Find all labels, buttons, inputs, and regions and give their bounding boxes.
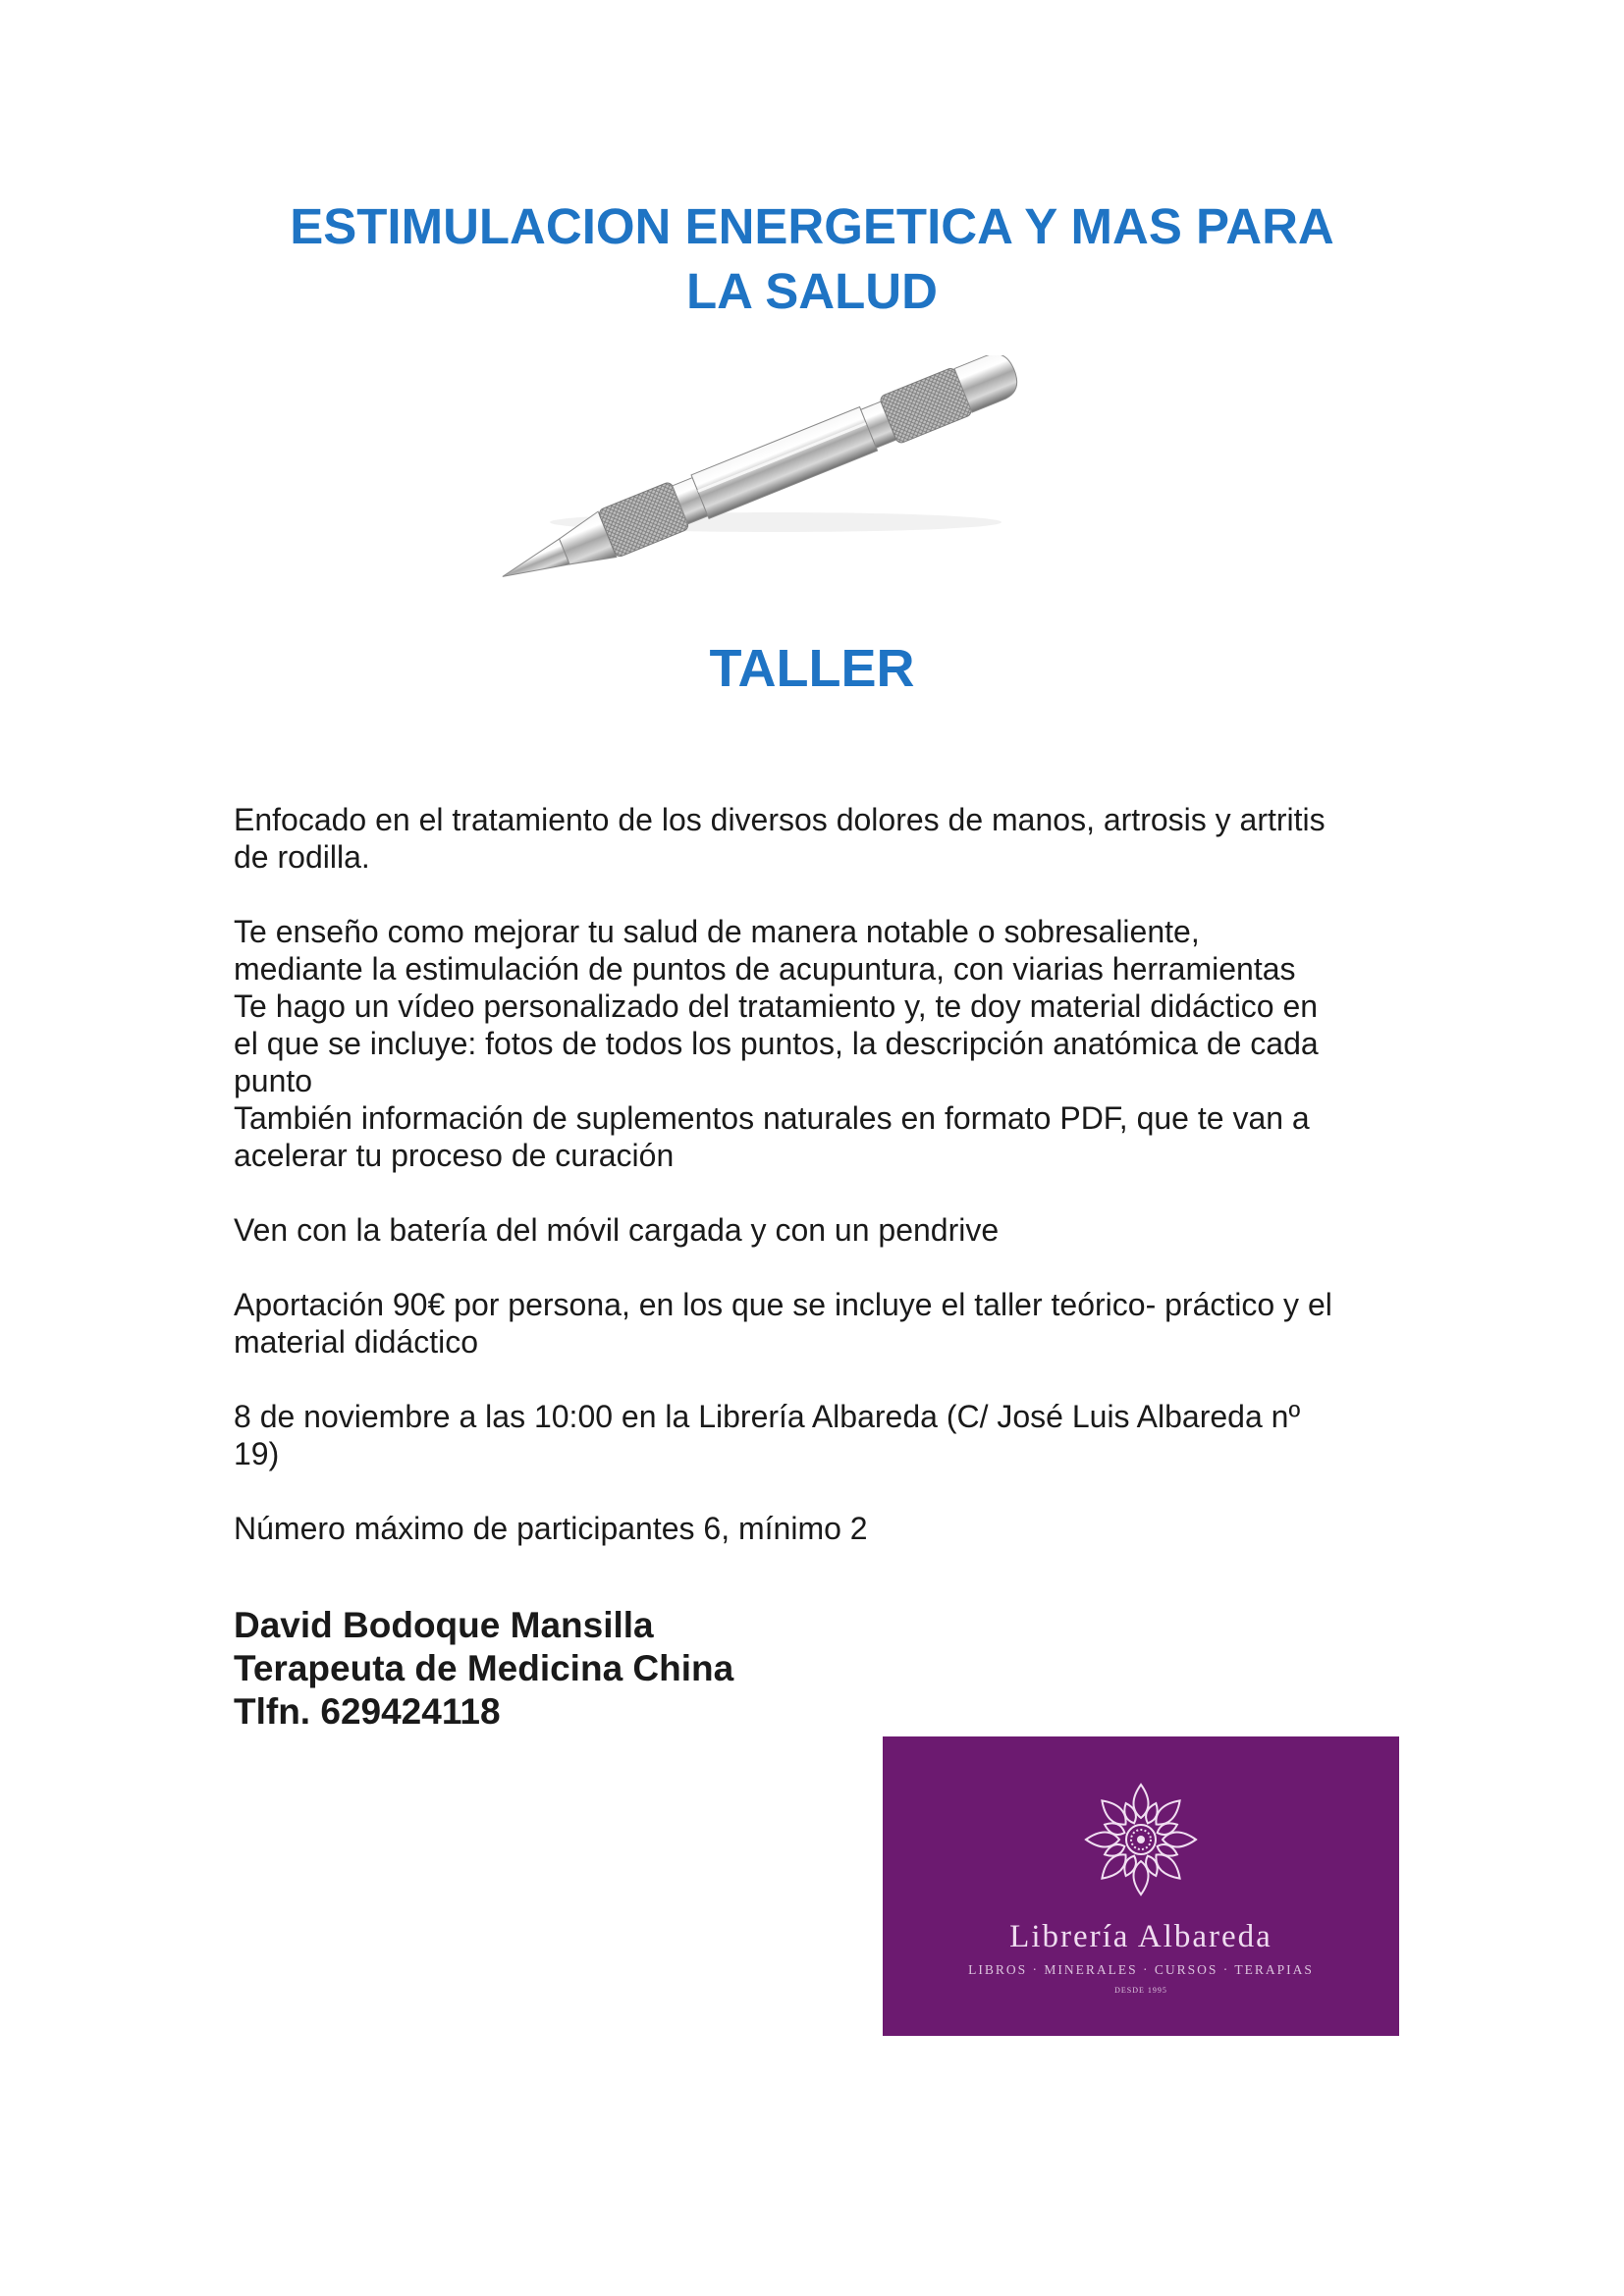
signature-name: David Bodoque Mansilla bbox=[234, 1605, 654, 1645]
title-line-2: LA SALUD bbox=[686, 263, 938, 319]
text-line: También información de suplementos naturales en formato PDF, que te van a bbox=[234, 1100, 1310, 1136]
logo-since: DESDE 1995 bbox=[1114, 1986, 1167, 1995]
mandala-icon bbox=[1082, 1781, 1200, 1898]
paragraph-date-location bbox=[234, 1398, 1412, 1472]
acupuncture-pen-icon bbox=[481, 355, 1060, 577]
text-line: Aportación 90€ por persona, en los que se incluye el taller teórico- práctico y el bbox=[234, 1287, 1332, 1322]
paragraph-details bbox=[234, 913, 1412, 1174]
signature-block bbox=[234, 1604, 733, 1734]
text-line: el que se incluye: fotos de todos los puntos, la descripción anatómica de cada bbox=[234, 1026, 1319, 1061]
text-line: Te enseño como mejorar tu salud de manera notable o sobresaliente, bbox=[234, 914, 1200, 949]
description-body bbox=[234, 801, 1412, 1547]
logo-tagline: LIBROS · MINERALES · CURSOS · TERAPIAS bbox=[968, 1962, 1314, 1977]
text-line: acelerar tu proceso de curación bbox=[234, 1138, 675, 1173]
title-line-1: ESTIMULACION ENERGETICA Y MAS PARA bbox=[290, 198, 1334, 254]
paragraph-participants bbox=[234, 1510, 1412, 1547]
page-title bbox=[147, 194, 1477, 324]
bookstore-logo bbox=[883, 1736, 1399, 2036]
text-line: Ven con la batería del móvil cargada y con un pendrive bbox=[234, 1212, 1000, 1248]
text-line: 19) bbox=[234, 1436, 280, 1471]
logo-name: Librería Albareda bbox=[1009, 1919, 1272, 1954]
paragraph-price bbox=[234, 1286, 1412, 1361]
text-line: Te hago un vídeo personalizado del tratamiento y, te doy material didáctico en bbox=[234, 988, 1319, 1024]
text-line: 8 de noviembre a las 10:00 en la Librería Albareda (C/ José Luis Albareda nº bbox=[234, 1399, 1301, 1434]
workshop-heading: TALLER bbox=[709, 639, 915, 698]
paragraph-requirements bbox=[234, 1211, 1412, 1249]
text-line: mediante la estimulación de puntos de acupuntura, con viarias herramientas bbox=[234, 951, 1296, 987]
text-line: de rodilla. bbox=[234, 839, 370, 875]
text-line: Número máximo de participantes 6, mínimo 2 bbox=[234, 1511, 868, 1546]
signature-phone: Tlfn. 629424118 bbox=[234, 1691, 501, 1732]
text-line: material didáctico bbox=[234, 1324, 478, 1360]
signature-role: Terapeuta de Medicina China bbox=[234, 1648, 734, 1688]
paragraph-focus bbox=[234, 801, 1412, 876]
text-line: punto bbox=[234, 1063, 313, 1098]
text-line: Enfocado en el tratamiento de los diversos dolores de manos, artrosis y artritis bbox=[234, 802, 1326, 837]
